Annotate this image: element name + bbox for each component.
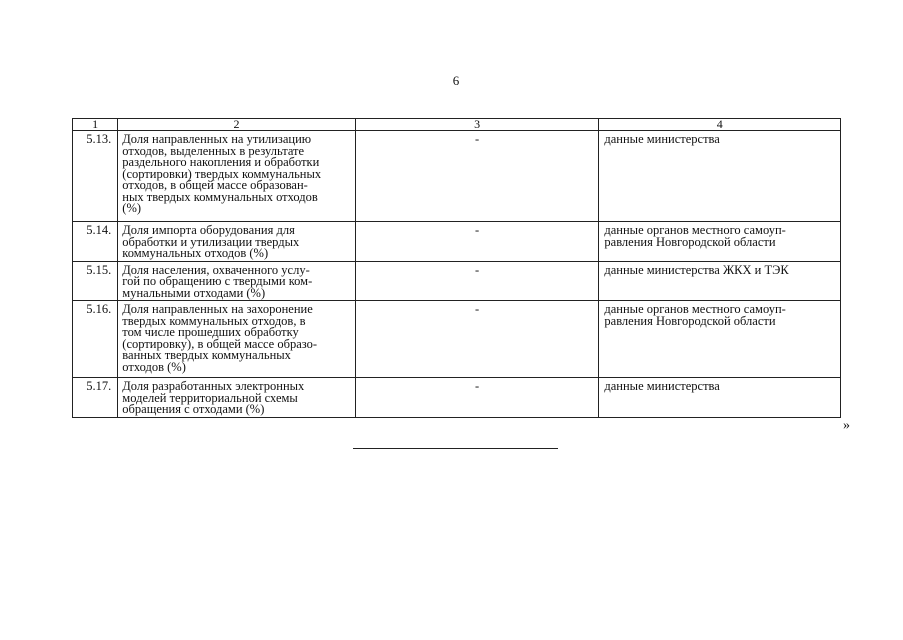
indicator-value: - [355, 131, 599, 222]
data-source-line: данные министерства ЖКХ и ТЭК [604, 262, 789, 277]
data-source [599, 261, 841, 301]
indicator-name [118, 222, 356, 262]
indicators-table [72, 118, 841, 418]
indicator-name-line: ванных твердых коммунальных [122, 348, 291, 362]
indicator-name-line: обращения с отходами (%) [122, 402, 265, 416]
data-source-line: данные министерства [604, 132, 720, 146]
indicator-name-line: отходов, выделенных в результате [122, 143, 305, 158]
indicator-name-line: раздельного накопления и обработки [122, 155, 320, 169]
indicator-name [118, 378, 356, 418]
column-header-1: 1 [73, 119, 118, 131]
table-row [73, 222, 841, 262]
indicator-name-line: мунальными отходами (%) [122, 285, 266, 300]
data-source-line: данные министерства [604, 379, 720, 393]
table-row [73, 301, 841, 378]
data-source-line: данные органов местного самоуп- [604, 302, 786, 316]
column-header-2: 2 [118, 119, 356, 131]
row-number: 5.17. [73, 378, 118, 418]
data-source [599, 378, 841, 418]
row-number: 5.16. [73, 301, 118, 378]
closing-quote-mark: » [843, 418, 850, 433]
indicator-name-line: (%) [122, 201, 142, 215]
indicator-name-line: отходов, в общей массе образован- [122, 178, 308, 192]
indicator-name-line: том числе прошедших обработку [122, 325, 299, 339]
data-source [599, 301, 841, 378]
indicator-name-line: твердых коммунальных отходов, в [122, 313, 306, 328]
column-header-3: 3 [355, 119, 599, 131]
indicator-name-line: Доля разработанных электронных [122, 379, 305, 393]
page-number: 6 [452, 73, 460, 88]
indicator-name-line: Доля импорта оборудования для [122, 223, 295, 237]
indicator-value: - [355, 261, 599, 301]
indicator-name-line: Доля населения, охваченного услу- [122, 262, 310, 277]
data-source-line: равления Новгородской области [604, 313, 776, 328]
table-row [73, 378, 841, 418]
indicator-value: - [355, 301, 599, 378]
indicator-name [118, 301, 356, 378]
indicator-value: - [355, 378, 599, 418]
table-row [73, 261, 841, 301]
indicator-name-line: отходов (%) [122, 359, 186, 374]
indicator-name-line: моделей территориальной схемы [122, 390, 298, 405]
data-source-line: равления Новгородской области [604, 234, 776, 249]
row-number: 5.14. [73, 222, 118, 262]
indicator-name-line: коммунальных отходов (%) [122, 246, 269, 260]
indicator-name-line: Доля направленных на захоронение [122, 302, 313, 316]
indicator-name-line: гой по обращению с твердыми ком- [122, 274, 313, 288]
column-header-4: 4 [599, 119, 841, 131]
indicator-name-line: (сортировки) твердых коммунальных [122, 166, 322, 181]
data-source [599, 131, 841, 222]
row-number: 5.15. [73, 261, 118, 301]
row-number: 5.13. [73, 131, 118, 222]
end-divider-line [353, 448, 558, 449]
data-source [599, 222, 841, 262]
indicator-name-line: Доля направленных на утилизацию [122, 132, 312, 146]
indicator-name-line: (сортировку), в общей массе образо- [122, 336, 318, 351]
table-row [73, 131, 841, 222]
indicator-name [118, 131, 356, 222]
table-header-row [73, 119, 841, 131]
indicator-name [118, 261, 356, 301]
data-source-line: данные органов местного самоуп- [604, 223, 786, 237]
indicator-name-line: обработки и утилизации твердых [122, 234, 300, 249]
indicator-value: - [355, 222, 599, 262]
indicator-name-line: ных твердых коммунальных отходов [122, 189, 318, 204]
